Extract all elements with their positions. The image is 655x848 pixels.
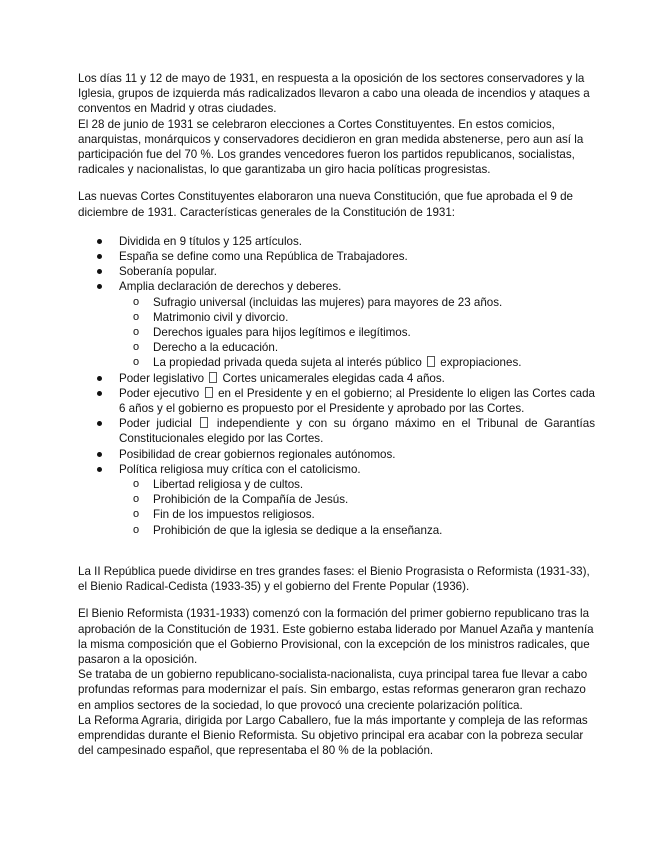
circle-bullet-icon: o bbox=[133, 310, 140, 323]
circle-bullet-icon: o bbox=[133, 356, 140, 369]
circle-bullet-icon: o bbox=[133, 326, 140, 339]
sublist-item: o Prohibición de la Compañía de Jesús. bbox=[133, 493, 349, 507]
constitution-features-list bbox=[78, 234, 595, 538]
sublist-item: o Matrimonio civil y divorcio. bbox=[133, 310, 289, 324]
sublist-item: o Fin de los impuestos religiosos. bbox=[133, 508, 315, 522]
bullet-icon bbox=[97, 284, 102, 289]
paragraph-1: Los días 11 y 12 de mayo de 1931, en respuesta a la oposición de los sectores conservadores y la Iglesia, grupos de izquierda más radicalizados llevaron a cabo una oleada de incendios y ataques a conventos en Madrid y otras ciudades. bbox=[78, 72, 590, 116]
missing-glyph-icon bbox=[427, 356, 435, 367]
bullet-icon bbox=[97, 269, 102, 274]
circle-bullet-icon: o bbox=[133, 523, 140, 536]
paragraph-6: Se trataba de un gobierno republicano-socialista-nacionalista, cuya principal tarea fue llevar a cabo profundas reformas para modernizar el país. Sin embargo, estas reformas generaron gran rechazo en amplios sectores de la sociedad, lo que provocó una creciente polarización política. bbox=[78, 668, 588, 712]
list-item: Poder legislativo Cortes unicamerales elegidas cada 4 años. bbox=[78, 371, 595, 386]
religion-sublist bbox=[119, 477, 595, 538]
missing-glyph-icon bbox=[205, 387, 213, 398]
list-item: Poder judicial independiente y con su órgano máximo en el Tribunal de Garantías Constitucionales elegido por las Cortes. bbox=[78, 416, 595, 446]
missing-glyph-icon bbox=[200, 417, 208, 428]
bullet-icon bbox=[97, 391, 102, 396]
sublist-item: o Sufragio universal (incluidas las mujeres) para mayores de 23 años. bbox=[133, 295, 503, 309]
paragraph-2: El 28 de junio de 1931 se celebraron elecciones a Cortes Constituyentes. En estos comicios, anarquistas, monárquicos y conservadores decidieron en gran medida abstenerse, pero aun así la participación fue del 70 %. Los grandes vencedores fueron los partidos republicanos, socialistas, radicales y nacionalistas, lo que garantizaba un giro hacia políticas progresistas. bbox=[78, 117, 584, 177]
list-item: Poder ejecutivo en el Presidente y en el gobierno; al Presidente lo eligen las Cortes cada 6 años y el gobierno es propuesto por el Presidente y aprobado por las Cortes. bbox=[78, 386, 595, 416]
list-item: España se define como una República de Trabajadores. bbox=[78, 249, 595, 264]
sublist-item: o Derechos iguales para hijos legítimos e ilegítimos. bbox=[133, 326, 411, 340]
sublist-item: o Libertad religiosa y de cultos. bbox=[133, 478, 304, 492]
paragraph-3: Las nuevas Cortes Constituyentes elaboraron una nueva Constitución, que fue aprobada el 9 de diciembre de 1931. Características generales de la Constitución de 1931: bbox=[78, 190, 573, 219]
circle-bullet-icon: o bbox=[133, 478, 140, 491]
bullet-icon bbox=[97, 239, 102, 244]
bullet-icon bbox=[97, 421, 102, 426]
circle-bullet-icon: o bbox=[133, 341, 140, 354]
list-item: Soberanía popular. bbox=[78, 264, 595, 279]
rights-sublist bbox=[119, 295, 595, 371]
bullet-icon bbox=[97, 254, 102, 259]
list-item: Posibilidad de crear gobiernos regionales autónomos. bbox=[78, 447, 595, 462]
paragraph-7: La Reforma Agraria, dirigida por Largo Caballero, fue la más importante y compleja de las reformas emprendidas durante el Bienio Reformista. Su objetivo principal era acabar con la pobreza secular del campesinado español, que representaba el 80 % de la población. bbox=[78, 713, 588, 758]
paragraph-4: La II República puede dividirse en tres grandes fases: el Bienio Prograsista o Reformista (1931-33), el Bienio Radical-Cedista (1933-35) y el gobierno del Frente Popular (1936). bbox=[78, 564, 590, 594]
sublist-item: o La propiedad privada queda sujeta al interés público expropiaciones. bbox=[133, 356, 522, 370]
bullet-icon bbox=[97, 376, 102, 381]
circle-bullet-icon: o bbox=[133, 295, 140, 308]
circle-bullet-icon: o bbox=[133, 493, 140, 506]
list-item: Política religiosa muy crítica con el catolicismo. o Libertad religiosa y de cultos. o Prohibición de la Compañía de Jesús. o Fin de los impuestos religiosos. o Prohibición de que la iglesia se dedique a la enseñanza. bbox=[78, 462, 595, 538]
sublist-item: o Derecho a la educación. bbox=[133, 341, 279, 355]
paragraph-5: El Bienio Reformista (1931-1933) comenzó con la formación del primer gobierno republicano tras la aprobación de la Constitución de 1931. Este gobierno estaba liderado por Manuel Azaña y mantenía la misma composición que el Gobierno Provisional, con la excepción de los ministros radicales, que pasaron a la oposición. bbox=[78, 607, 594, 666]
bullet-icon bbox=[97, 467, 102, 472]
list-item: Amplia declaración de derechos y deberes. o Sufragio universal (incluidas las mujeres) para mayores de 23 años. o Matrimonio civil y divorcio. o Derechos iguales para hijos legítimos e ilegítimos. o Derecho a la educación. o La propiedad privada queda sujeta al interés público expropiaciones. bbox=[78, 279, 595, 370]
bullet-icon bbox=[97, 452, 102, 457]
sublist-item: o Prohibición de que la iglesia se dedique a la enseñanza. bbox=[133, 523, 443, 537]
missing-glyph-icon bbox=[209, 372, 217, 383]
list-item: Dividida en 9 títulos y 125 artículos. bbox=[78, 234, 595, 249]
circle-bullet-icon: o bbox=[133, 508, 140, 521]
